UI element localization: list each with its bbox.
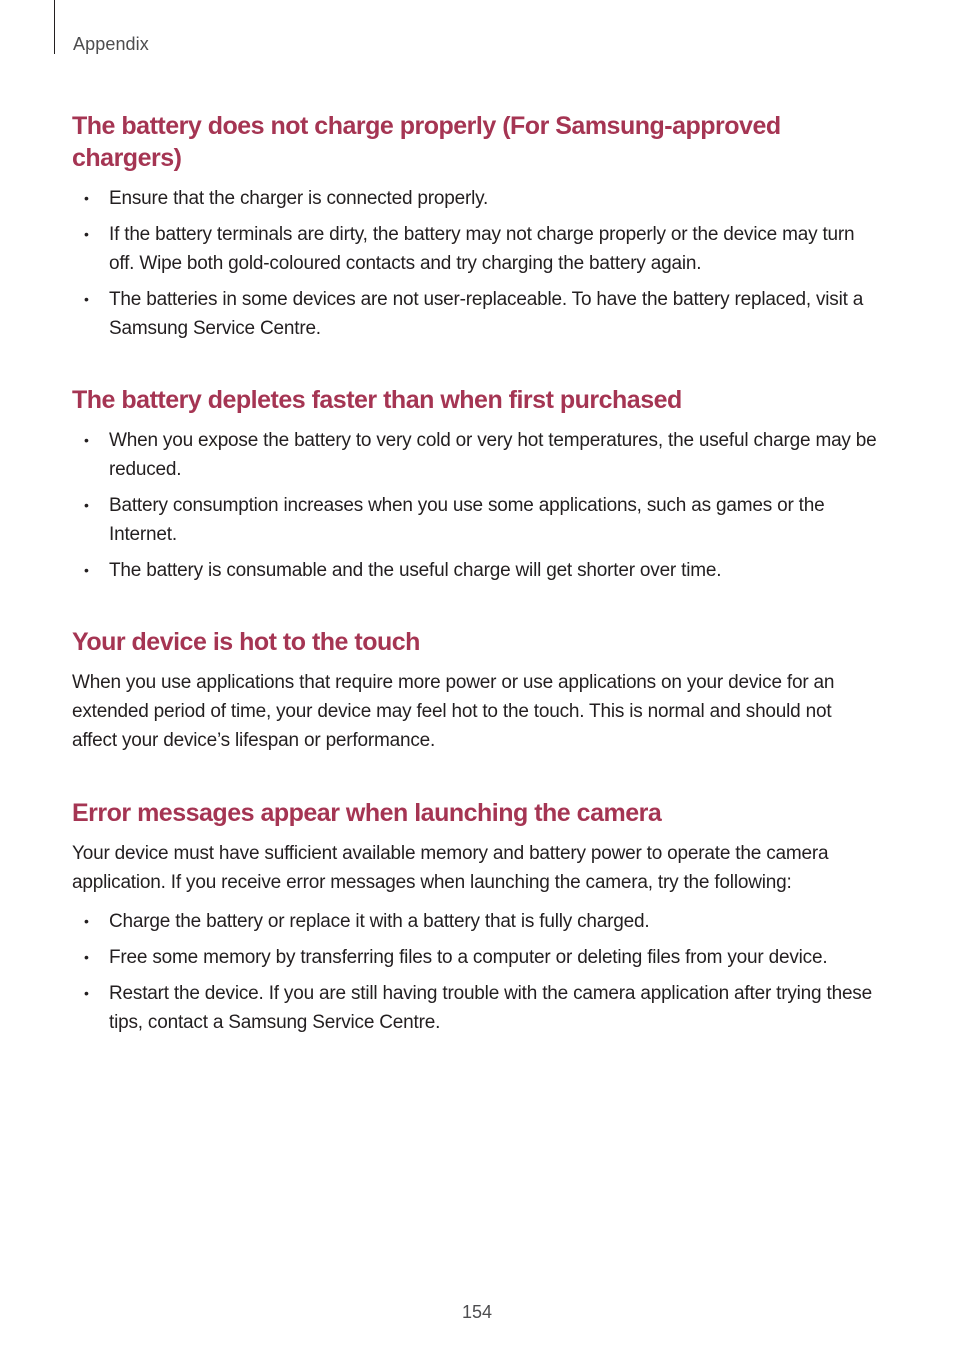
list-item-text: The batteries in some devices are not user-replaceable. To have the battery replaced, visit a Samsung Service Centre. bbox=[109, 289, 864, 339]
bullet-list bbox=[72, 907, 880, 1037]
list-item bbox=[72, 907, 880, 936]
bullet-icon: • bbox=[84, 562, 89, 578]
bullet-list bbox=[72, 184, 880, 343]
list-item-text: Free some memory by transferring files to a computer or deleting files from your device. bbox=[109, 947, 828, 968]
bullet-icon: • bbox=[84, 226, 89, 242]
list-item-text: If the battery terminals are dirty, the battery may not charge properly or the device may turn off. Wipe both gold-coloured contacts and try charging the battery again. bbox=[109, 224, 855, 274]
bullet-icon: • bbox=[84, 497, 89, 513]
section-heading: The battery does not charge properly (For Samsung-approved chargers) bbox=[72, 112, 781, 172]
list-item-text: Ensure that the charger is connected properly. bbox=[109, 188, 489, 209]
list-item-text: The battery is consumable and the useful charge will get shorter over time. bbox=[109, 560, 722, 581]
bullet-icon: • bbox=[84, 432, 89, 448]
section-heading: Error messages appear when launching the camera bbox=[72, 799, 662, 827]
list-item bbox=[72, 426, 880, 484]
list-item bbox=[72, 285, 880, 343]
list-item-text: When you expose the battery to very cold or very hot temperatures, the useful charge may be reduced. bbox=[109, 430, 877, 480]
list-item bbox=[72, 220, 880, 278]
bullet-icon: • bbox=[84, 985, 89, 1001]
section-battery-not-charging bbox=[72, 110, 880, 350]
page-number: 154 bbox=[461, 1302, 493, 1322]
list-item bbox=[72, 184, 880, 213]
running-head: Appendix bbox=[73, 34, 149, 54]
section-battery-depletes bbox=[72, 384, 880, 592]
list-item bbox=[72, 943, 880, 972]
bullet-icon: • bbox=[84, 291, 89, 307]
list-item bbox=[72, 491, 880, 549]
section-paragraph: When you use applications that require more power or use applications on your device for an extended period of time, your device may feel hot to the touch. This is normal and should not affect your device’s lifespan or performance. bbox=[72, 672, 835, 751]
list-item bbox=[72, 979, 880, 1037]
bullet-list bbox=[72, 426, 880, 585]
bullet-icon: • bbox=[84, 949, 89, 965]
section-paragraph: Your device must have sufficient available memory and battery power to operate the camera application. If you receive error messages when launching the camera, try the following: bbox=[72, 843, 829, 893]
section-heading: Your device is hot to the touch bbox=[72, 628, 420, 656]
margin-rule bbox=[54, 0, 55, 54]
list-item-text: Charge the battery or replace it with a battery that is fully charged. bbox=[109, 911, 650, 932]
bullet-icon: • bbox=[84, 190, 89, 206]
section-device-hot bbox=[72, 626, 880, 755]
list-item-text: Restart the device. If you are still having trouble with the camera application after trying these tips, contact a Samsung Service Centre. bbox=[109, 983, 872, 1033]
section-camera-errors bbox=[72, 797, 880, 1044]
list-item bbox=[72, 556, 880, 585]
section-heading: The battery depletes faster than when first purchased bbox=[72, 386, 682, 414]
list-item-text: Battery consumption increases when you use some applications, such as games or the Internet. bbox=[109, 495, 825, 545]
bullet-icon: • bbox=[84, 913, 89, 929]
